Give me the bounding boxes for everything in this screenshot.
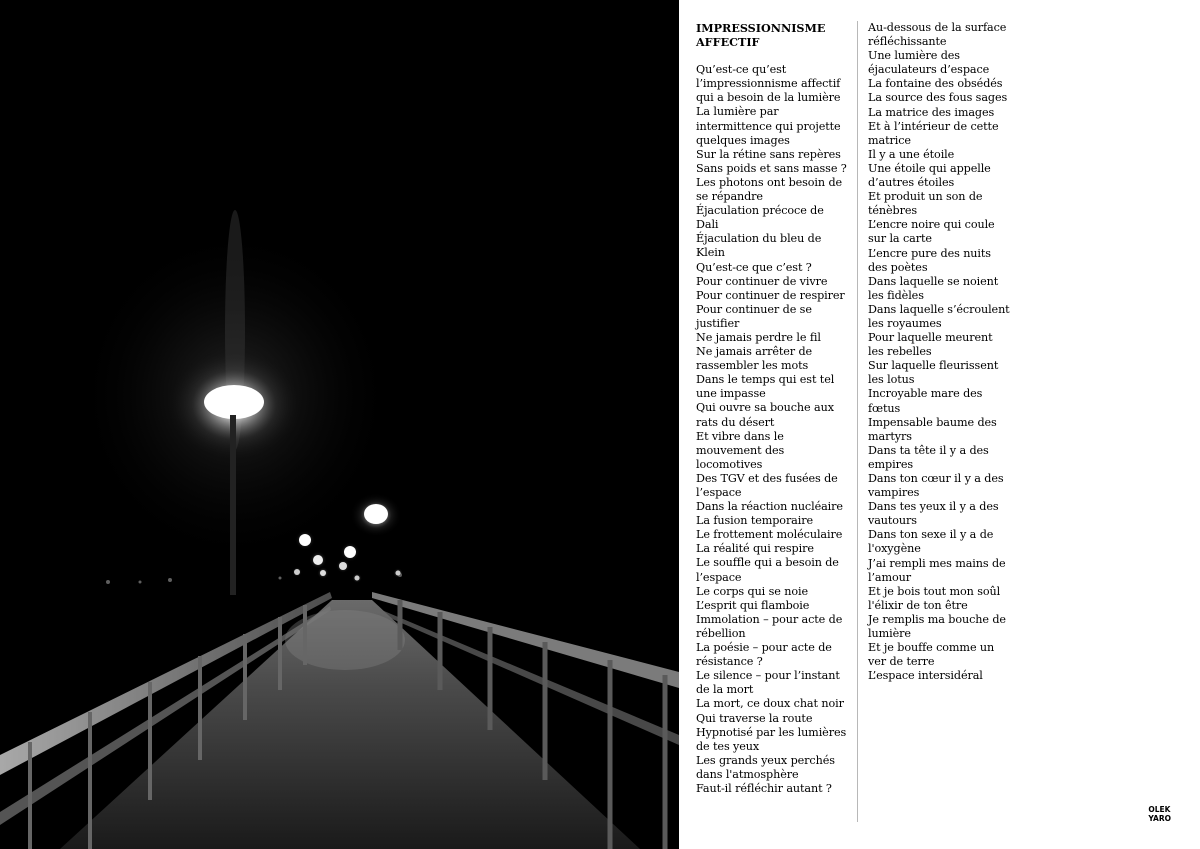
poem-line: Qu’est-ce qu’est (696, 63, 787, 77)
poem-line: La fontaine des obsédés (868, 77, 1003, 91)
poem-area (679, 0, 1200, 849)
poem-line: ver de terre (868, 655, 935, 669)
poem-line: l'élixir de ton être (868, 598, 968, 612)
poem-line: L’espace intersidéral (868, 669, 983, 683)
poem-line: les lotus (868, 373, 915, 387)
poem-line: rats du désert (696, 415, 775, 429)
poem-line: Et à l’intérieur de cette (868, 119, 999, 133)
poem-line: une impasse (696, 387, 766, 401)
poem-line: Dans tes yeux il y a des (868, 500, 999, 514)
poem-stanza-1 (696, 63, 856, 796)
poem-line: Éjaculation du bleu de (696, 232, 822, 246)
poem-line: Et produit un son de (868, 190, 983, 204)
poem-line: Sans poids et sans masse ? (696, 161, 847, 175)
poem-line: Impensable baume des (868, 415, 997, 429)
poem-line: locomotives (696, 457, 763, 471)
poem-line: Pour laquelle meurent (868, 331, 993, 345)
poem-line: l’impressionnisme affectif (696, 77, 841, 91)
poem-line: ténèbres (868, 204, 918, 218)
poem-line: Incroyable mare des (868, 387, 983, 401)
poem-line: empires (868, 457, 913, 471)
poem-line: vampires (868, 486, 920, 500)
poem-line: J’ai rempli mes mains de (868, 556, 1006, 570)
poem-line: Il y a une étoile (868, 147, 955, 161)
poem-line: sur la carte (868, 232, 932, 246)
poem-line: Dans ton sexe il y a de (868, 528, 994, 542)
signature-line: YARO (1148, 814, 1171, 823)
poem-line: Hypnotisé par les lumières (696, 725, 847, 739)
poem-line: rassembler les mots (696, 359, 809, 373)
poem-line: Une étoile qui appelle (868, 161, 991, 175)
poem-title (696, 21, 856, 49)
poem-line: Qui traverse la route (696, 711, 813, 725)
poem-line: Immolation – pour acte de (696, 612, 843, 626)
poem-line: Dans laquelle se noient (868, 274, 999, 288)
poem-line: l’espace (696, 570, 742, 584)
poem-line: La lumière par (696, 105, 779, 119)
poem-line: vautours (868, 514, 917, 528)
poem-line: Pour continuer de se (696, 302, 812, 316)
poem-line: Faut-il réfléchir autant ? (696, 781, 832, 795)
poem-line: rébellion (696, 626, 746, 640)
poem-line: Dans ton cœur il y a des (868, 472, 1004, 485)
poem-line: intermittence qui projette (696, 119, 841, 133)
poem-line: Ne jamais arrêter de (696, 345, 813, 359)
poem-column-2 (868, 21, 1033, 683)
poem-title-line: AFFECTIF (696, 35, 760, 50)
poem-line: L’encre noire qui coule (868, 218, 995, 232)
poem-line: Le souffle qui a besoin de (696, 556, 839, 570)
poem-line: Le frottement moléculaire (696, 528, 843, 542)
poem-line: dans l'atmosphère (696, 767, 799, 781)
poem-line: Pour continuer de vivre (696, 274, 828, 288)
poem-line: des poètes (868, 260, 928, 274)
poem-line: les fidèles (868, 288, 924, 302)
poem-line: La source des fous sages (868, 91, 1008, 105)
poem-line: fœtus (868, 401, 901, 415)
poem-line: Klein (696, 246, 725, 260)
poem-column-1 (696, 21, 856, 796)
poem-line: Sur laquelle fleurissent (868, 359, 999, 373)
poem-line: Le silence – pour l’instant (696, 669, 840, 683)
poem-line: Qu’est-ce que c’est ? (696, 260, 812, 274)
poem-line: La mort, ce doux chat noir (696, 697, 844, 711)
author-signature (1148, 805, 1171, 823)
poem-line: quelques images (696, 133, 790, 147)
poem-line: justifier (696, 316, 740, 330)
poem-line: résistance ? (696, 655, 763, 669)
poem-line: Le corps qui se noie (696, 584, 808, 598)
poem-line: La poésie – pour acte de (696, 641, 832, 655)
poem-line: Une lumière des (868, 49, 960, 63)
poem-line: qui a besoin de la lumière (696, 91, 841, 105)
poem-line: l’amour (868, 570, 912, 584)
poem-line: Qui ouvre sa bouche aux (696, 401, 834, 415)
poem-line: Les grands yeux perchés (696, 753, 835, 767)
poem-line: Et je bois tout mon soûl (868, 584, 1001, 598)
poem-line: lumière (868, 627, 911, 641)
poem-line: La matrice des images (868, 105, 995, 119)
poem-line: La réalité qui respire (696, 542, 814, 556)
poem-line: Ne jamais perdre le fil (696, 330, 821, 344)
poem-line: de la mort (696, 683, 754, 697)
poem-line: d’autres étoiles (868, 176, 955, 190)
poem-line: mouvement des (696, 443, 785, 457)
poem-line: matrice (868, 133, 911, 147)
column-divider (857, 21, 858, 822)
poem-line: Les photons ont besoin de (696, 175, 843, 189)
signature-line: OLEK (1148, 805, 1171, 814)
poem-line: réfléchissante (868, 35, 947, 49)
poem-line: Au-dessous de la surface (868, 21, 1007, 34)
poem-line: les royaumes (868, 316, 942, 330)
poem-line: l’espace (696, 486, 742, 499)
poem-line: Éjaculation précoce de (696, 204, 824, 218)
poem-stanza-2 (868, 21, 1033, 683)
poem-line: Je remplis ma bouche de (868, 612, 1006, 626)
poem-line: se répandre (696, 190, 763, 204)
poem-line: Dans le temps qui est tel (696, 373, 835, 387)
poem-line: Pour continuer de respirer (696, 288, 845, 302)
poem-line: Dans laquelle s’écroulent (868, 302, 1010, 316)
poem-title-line: IMPRESSIONNISME (696, 21, 826, 35)
poem-line: l'oxygène (868, 542, 921, 556)
poem-line: Et vibre dans le (696, 429, 784, 443)
poem-line: Sur la rétine sans repères (696, 147, 841, 161)
poem-line: Dans ta tête il y a des (868, 443, 989, 457)
poem-line: L’encre pure des nuits (868, 246, 991, 260)
poem-line: les rebelles (868, 345, 932, 359)
poem-line: Et je bouffe comme un (868, 641, 995, 655)
poem-line: Des TGV et des fusées de (696, 471, 838, 485)
poem-line: Dans la réaction nucléaire (696, 500, 843, 514)
poem-line: Dali (696, 218, 719, 232)
poem-line: de tes yeux (696, 739, 760, 753)
poem-line: La fusion temporaire (696, 514, 814, 528)
poem-line: L’esprit qui flamboie (696, 598, 810, 612)
poem-line: martyrs (868, 429, 912, 443)
poem-line: éjaculateurs d’espace (868, 63, 990, 77)
